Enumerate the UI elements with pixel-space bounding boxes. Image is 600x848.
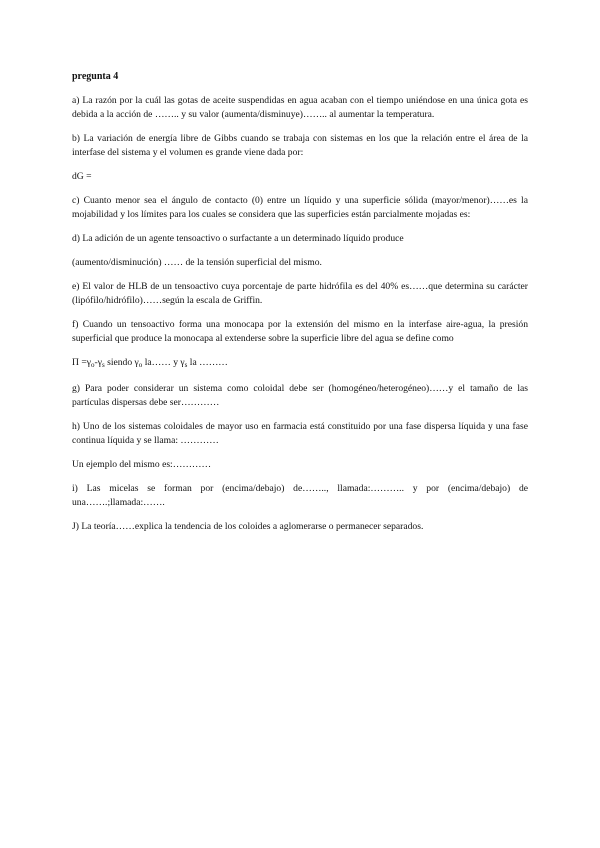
- question-heading: pregunta 4: [72, 71, 119, 82]
- question-c: c) Cuanto menor sea el ángulo de contacto (0) entre un líquido y una superficie sólida (mayor/menor)……es la mojabilidad y los límites para los cuales se considera que las superficies están parcialmente mojadas es:: [72, 195, 528, 220]
- formula-dg: dG =: [72, 171, 92, 182]
- question-d: d) La adición de un agente tensoactivo o surfactante a un determinado líquido produce: [72, 233, 404, 244]
- question-i: i) Las micelas se forman por (encima/debajo) de…….., llamada:……….. y por (encima/debajo) de una…….;llamada:…….: [72, 483, 528, 508]
- question-j: J) La teoría……explica la tendencia de los coloides a aglomerarse o permanecer separados.: [72, 521, 424, 532]
- question-a: a) La razón por la cuál las gotas de aceite suspendidas en agua acaban con el tiempo uniéndose en una única gota es debida a la acción de …….. y su valor (aumenta/disminuye)…….. al aumentar la temperatura.: [72, 95, 528, 120]
- question-b: b) La variación de energía libre de Gibbs cuando se trabaja con sistemas en los que la relación entre el área de la interfase del sistema y el volumen es grande viene dada por:: [72, 133, 528, 158]
- question-f: f) Cuando un tensoactivo forma una monocapa por la extensión del mismo en la interfase aire-agua, la presión superficial que produce la monocapa al extenderse sobre la superficie libre del agua se define como: [72, 319, 528, 344]
- question-h: h) Uno de los sistemas coloidales de mayor uso en farmacia está constituido por una fase dispersa líquida y una fase continua líquida y se llama: …………: [72, 421, 528, 446]
- question-h-example: Un ejemplo del mismo es:…………: [72, 459, 212, 470]
- question-d-continued: (aumento/disminución) …… de la tensión superficial del mismo.: [72, 257, 322, 268]
- document-page: [72, 71, 528, 544]
- surface-pressure-formula: $\Pi =\gamma_o-\gamma_s$ siendo $\gamma_o$ la…… y $\gamma_s$ la ………: [72, 357, 228, 369]
- question-g: g) Para poder considerar un sistema como coloidal debe ser (homogéneo/heterogéneo)……y el tamaño de las partículas dispersas debe ser…………: [72, 383, 528, 408]
- question-e: e) El valor de HLB de un tensoactivo cuya porcentaje de parte hidrófila es del 40% es……que determina su carácter (lipófilo/hidrófilo)……según la escala de Griffin.: [72, 281, 528, 306]
